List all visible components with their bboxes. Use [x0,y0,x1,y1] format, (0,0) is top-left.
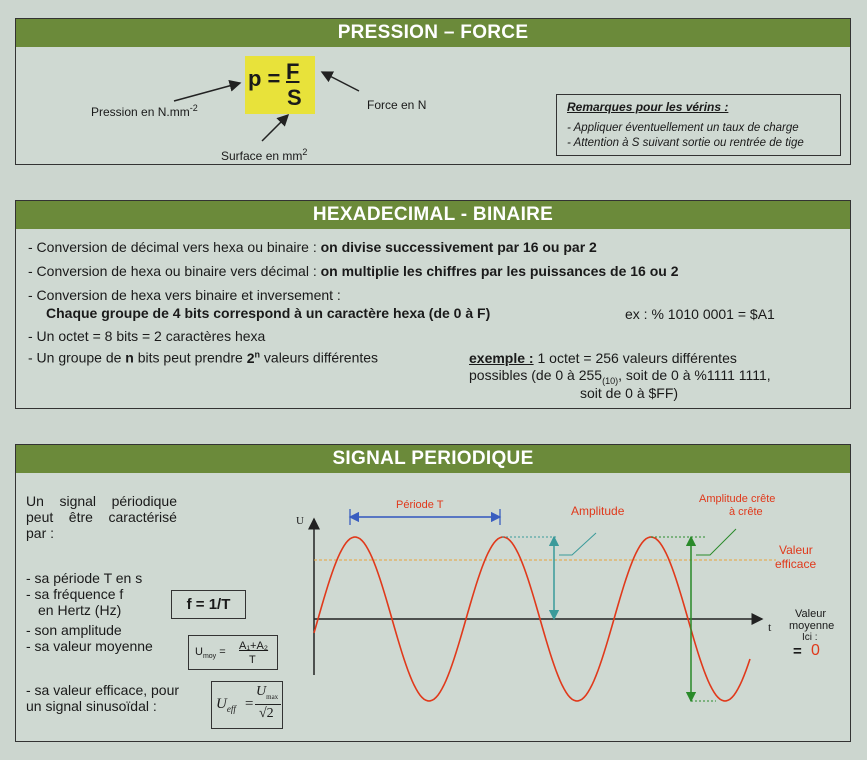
hexa-l1a: - Conversion de décimal vers hexa ou binaire : [28,239,321,255]
signal-panel [15,444,851,742]
remark-1: - Appliquer éventuellement un taux de charge [567,122,799,134]
surface-label [221,147,307,163]
signal-title: SIGNAL PERIODIQUE [332,448,534,469]
hexa-title: HEXADECIMAL - BINAIRE [312,204,554,225]
pression-exp: -2 [189,103,198,113]
hexa-example-3: soit de 0 à $FF) [580,385,679,401]
pression-label-text: Pression en N.mm [91,105,190,119]
umoy-denominator: T [249,654,256,666]
mean-eq: = [793,643,802,660]
hexa-example-2 [469,367,771,386]
hexa-ex2b: , soit de 0 à %1111 1111, [618,367,771,383]
hexa-line-6 [28,349,378,366]
signal-item-period: - sa période T en s [26,570,143,586]
freq-formula: f = 1/T [186,596,231,613]
rms-label-1: Valeur [779,543,813,557]
ueff-eq: = [244,696,255,712]
pression-label [91,103,198,119]
signal-item-hz: en Hertz (Hz) [38,602,122,618]
hexa-header [16,201,850,229]
hexa-line-3: - Conversion de hexa vers binaire et inversement : [28,287,341,303]
mean-label-1: Valeur [795,608,826,620]
umoy-u: U [195,646,203,658]
ueff-u: U [216,696,227,712]
hexa-l6b: bits peut prendre [133,349,247,366]
hexa-example-1 [469,350,737,366]
mean-value: 0 [811,642,820,659]
hexa-line-5: - Un octet = 8 bits = 2 caractères hexa [28,328,266,344]
force-label: Force en N [367,98,427,112]
mean-label-3: Ici : [802,632,818,643]
hexa-l6c [247,350,260,366]
surface-exp: 2 [302,147,308,157]
hexa-line-4-example: ex : % 1010 0001 = $A1 [625,306,775,322]
formula-p: p = [248,66,281,91]
signal-intro-1: Un signal périodique [26,493,177,509]
hexa-l6n: n [125,349,134,366]
mean-label-2: moyenne [789,620,835,632]
remark-2: - Attention à S suivant sortie ou rentrée de tige [567,137,804,149]
hexa-example-label: exemple : [469,350,534,366]
formula-f: F [286,59,300,84]
hexa-l2a: - Conversion de hexa ou binaire vers décimal : [28,263,321,279]
signal-item-sinus: un signal sinusoïdal : [26,698,157,714]
ueff-denominator: √2 [259,706,274,721]
hexa-l6a: - Un groupe de [28,349,126,366]
signal-intro-3: par : [26,525,55,541]
signal-item-rms: - sa valeur efficace, pour [26,682,180,698]
umoy-numerator: A₁+A₂ [239,640,269,652]
hexa-l6c-base: 2 [246,349,255,366]
signal-intro-2: peut être caractérisé [26,509,177,525]
ueff-num-u: U [256,684,267,699]
hexa-l6-exp: n [254,349,261,359]
axis-u-label: U [296,515,304,527]
hexa-panel [15,200,851,409]
signal-item-mean: - sa valeur moyenne [26,638,153,654]
remarks-title: Remarques pour les vérins : [567,100,729,114]
remarks-box [556,94,841,156]
hexa-l6d: valeurs différentes [260,349,379,366]
periode-label: Période T [396,499,444,511]
umoy-sub: moy [202,653,217,661]
sine-chart [16,445,852,743]
signal-item-freq: - sa fréquence f [26,586,124,602]
hexa-line-1 [28,239,597,255]
amplitude-label: Amplitude [571,504,625,518]
crete-label-1: Amplitude crête [699,493,776,505]
pression-panel [15,18,851,165]
hexa-ex1: 1 octet = 256 valeurs différentes [533,350,737,366]
formula-s: S [287,85,302,110]
hexa-line-4 [46,305,490,321]
pression-title: PRESSION – FORCE [337,22,529,43]
signal-item-amplitude: - son amplitude [26,622,122,638]
ueff-num-sub: max [266,692,279,701]
hexa-ex2a: possibles (de 0 à 255 [469,367,603,383]
umoy-eq: = [216,646,226,658]
ueff-sub: eff [226,704,236,714]
hexa-l1b: on divise successivement par 16 ou par 2 [320,239,597,255]
hexa-ex2-sub: (10) [602,375,619,386]
rms-label-2: efficace [775,557,817,571]
surface-label-text: Surface en mm [221,149,303,163]
hexa-l4: Chaque groupe de 4 bits correspond à un caractère hexa (de 0 à F) [46,305,491,321]
hexa-l2b: on multiplie les chiffres par les puissances de 16 ou 2 [320,263,679,279]
axis-t-label: t [768,620,772,634]
crete-label-2: à crête [729,506,763,518]
hexa-line-2 [28,263,679,279]
